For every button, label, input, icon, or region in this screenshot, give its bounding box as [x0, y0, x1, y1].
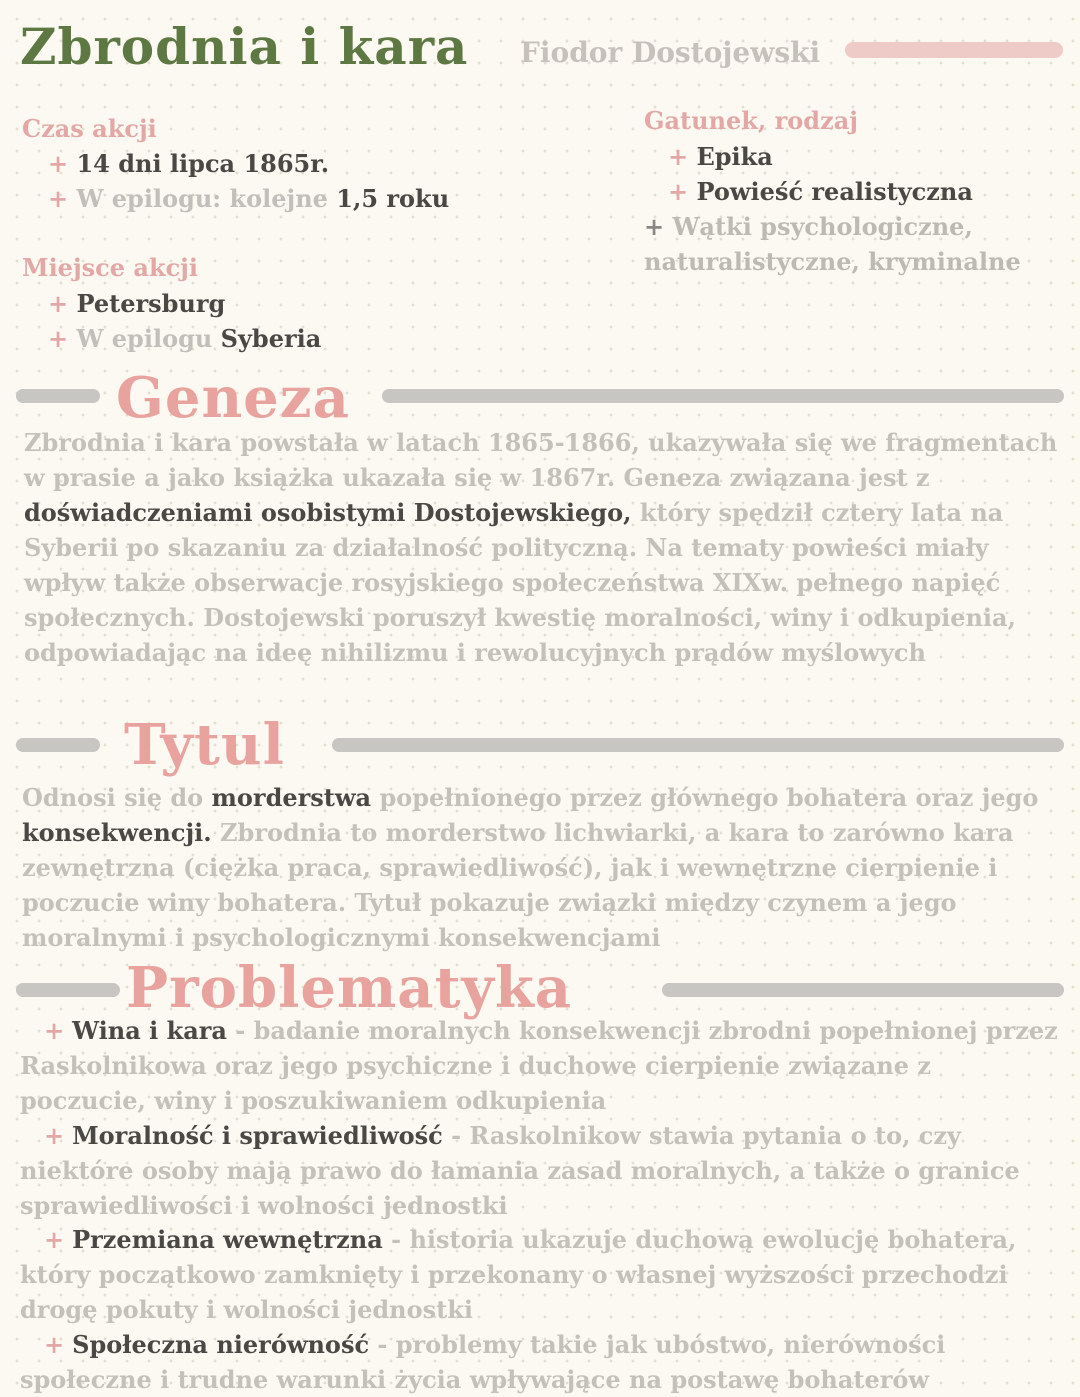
tytul-text: popełnionego przez głównego bohatera oraz jego: [371, 783, 1039, 812]
plus-icon: +: [48, 324, 69, 353]
problematyka-item: [20, 1327, 1065, 1397]
plus-icon: +: [668, 142, 689, 171]
problematyka-item-title: Społeczna nierówność: [72, 1330, 370, 1359]
geneza-bold-text: doświadczeniami osobistymi Dostojewskiego,: [24, 498, 632, 527]
item-bold-text: 1,5 roku: [336, 184, 450, 213]
item-plain-text: W epilogu: kolejne: [76, 184, 337, 213]
divider-bar: [16, 389, 100, 403]
plus-icon: +: [48, 149, 69, 178]
tytul-bold-text: konsekwencji.: [22, 818, 212, 847]
problematyka-item: [20, 1118, 1065, 1223]
item-bold-text: Petersburg: [76, 289, 226, 318]
problematyka-item: [20, 1222, 1065, 1327]
tytul-text: Zbrodnia to morderstwo lichwiarki, a kara to zarówno kara zewnętrzna (ciężka praca, sprawiedliwość), jak i wewnętrzne cierpienie i poczucie winy bohatera. Tytuł pokazuje związki między czynem a jego moralnymi i psychologicznymi konsekwencjami: [22, 818, 1014, 952]
gatunek-item: [668, 140, 773, 174]
plus-icon: +: [44, 1330, 65, 1359]
czas-akcji-item: [48, 147, 329, 181]
miejsce-akcji-item: [48, 322, 321, 356]
plus-icon: +: [48, 184, 69, 213]
divider-bar: [332, 738, 1064, 752]
miejsce-akcji-item: [48, 287, 225, 321]
problematyka-item: [20, 1013, 1065, 1118]
tytul-paragraph: [22, 780, 1062, 955]
problematyka-item-title: Przemiana wewnętrzna: [72, 1225, 383, 1254]
problematyka-item-text: - badanie moralnych konsekwencji zbrodni popełnionej przez Raskolnikowa oraz jego psychiczne i duchowe cierpienie związane z poczucie, winy i poszukiwaniem odkupienia: [20, 1016, 1058, 1115]
gatunek-extra-text: naturalistyczne, kryminalne: [644, 247, 1021, 276]
problematyka-item-text: - Raskolnikow stawia pytania o to, czy niektóre osoby mają prawo do łamania zasad moralnych, a także o granice sprawiedliwości i wolności jednostki: [20, 1121, 1020, 1220]
author-name: Fiodor Dostojewski: [520, 36, 821, 69]
problematyka-item-title: Moralność i sprawiedliwość: [72, 1121, 443, 1150]
gatunek-extra: [644, 210, 973, 244]
czas-akcji-label: Czas akcji: [22, 114, 157, 143]
item-bold-text: Syberia: [220, 324, 322, 353]
item-plain-text: W epilogu: [76, 324, 221, 353]
problematyka-item-text: - problemy takie jak ubóstwo, nierówności społeczne i trudne warunki życia wpływające na postawę bohaterów: [20, 1330, 946, 1394]
plus-icon: +: [644, 212, 665, 241]
problematyka-item-title: Wina i kara: [72, 1016, 227, 1045]
problematyka-item-text: - historia ukazuje duchową ewolucję bohatera, który początkowo zamknięty i przekonany o własnej wyższości przechodzi drogę pokuty i wolności jednostki: [20, 1225, 1017, 1324]
divider-bar: [662, 983, 1064, 997]
geneza-heading: Geneza: [116, 365, 350, 431]
czas-akcji-item: [48, 182, 449, 216]
item-bold-text: Epika: [696, 142, 773, 171]
gatunek-extra-text: Wątki psychologiczne,: [672, 212, 973, 241]
tytul-bold-text: morderstwa: [211, 783, 372, 812]
divider-bar: [16, 738, 100, 752]
plus-icon: +: [44, 1225, 65, 1254]
geneza-paragraph: [24, 425, 1064, 670]
geneza-text: Zbrodnia i kara powstała w latach 1865-1866, ukazywała się we fragmentach w prasie a jako książka ukazała się w 1867r. Geneza związana jest z: [24, 428, 1058, 492]
plus-icon: +: [48, 289, 69, 318]
geneza-text: który spędził cztery lata na Syberii po skazaniu za działalność polityczną. Na tematy powieści miały wpływ także obserwacje rosyjskiego społeczeństwa XIXw. pełnego napięć społecznych. Dostojewski poruszył kwestię moralności, winy i odkupienia, odpowiadając na ideę nihilizmu i rewolucyjnych prądów myślowych: [24, 498, 1016, 667]
problematyka-heading: Problematyka: [126, 955, 573, 1021]
plus-icon: +: [668, 177, 689, 206]
tytul-heading: Tytul: [124, 712, 285, 778]
item-bold-text: Powieść realistyczna: [696, 177, 973, 206]
page-title: Zbrodnia i kara: [20, 17, 469, 76]
plus-icon: +: [44, 1016, 65, 1045]
miejsce-akcji-label: Miejsce akcji: [22, 253, 198, 282]
item-bold-text: 14 dni lipca 1865r.: [76, 149, 330, 178]
divider-bar: [16, 983, 120, 997]
gatunek-item: [668, 175, 973, 209]
plus-icon: +: [44, 1121, 65, 1150]
decorative-bar: [845, 42, 1063, 58]
tytul-text: Odnosi się do: [22, 783, 212, 812]
divider-bar: [382, 389, 1064, 403]
gatunek-label: Gatunek, rodzaj: [644, 106, 858, 135]
